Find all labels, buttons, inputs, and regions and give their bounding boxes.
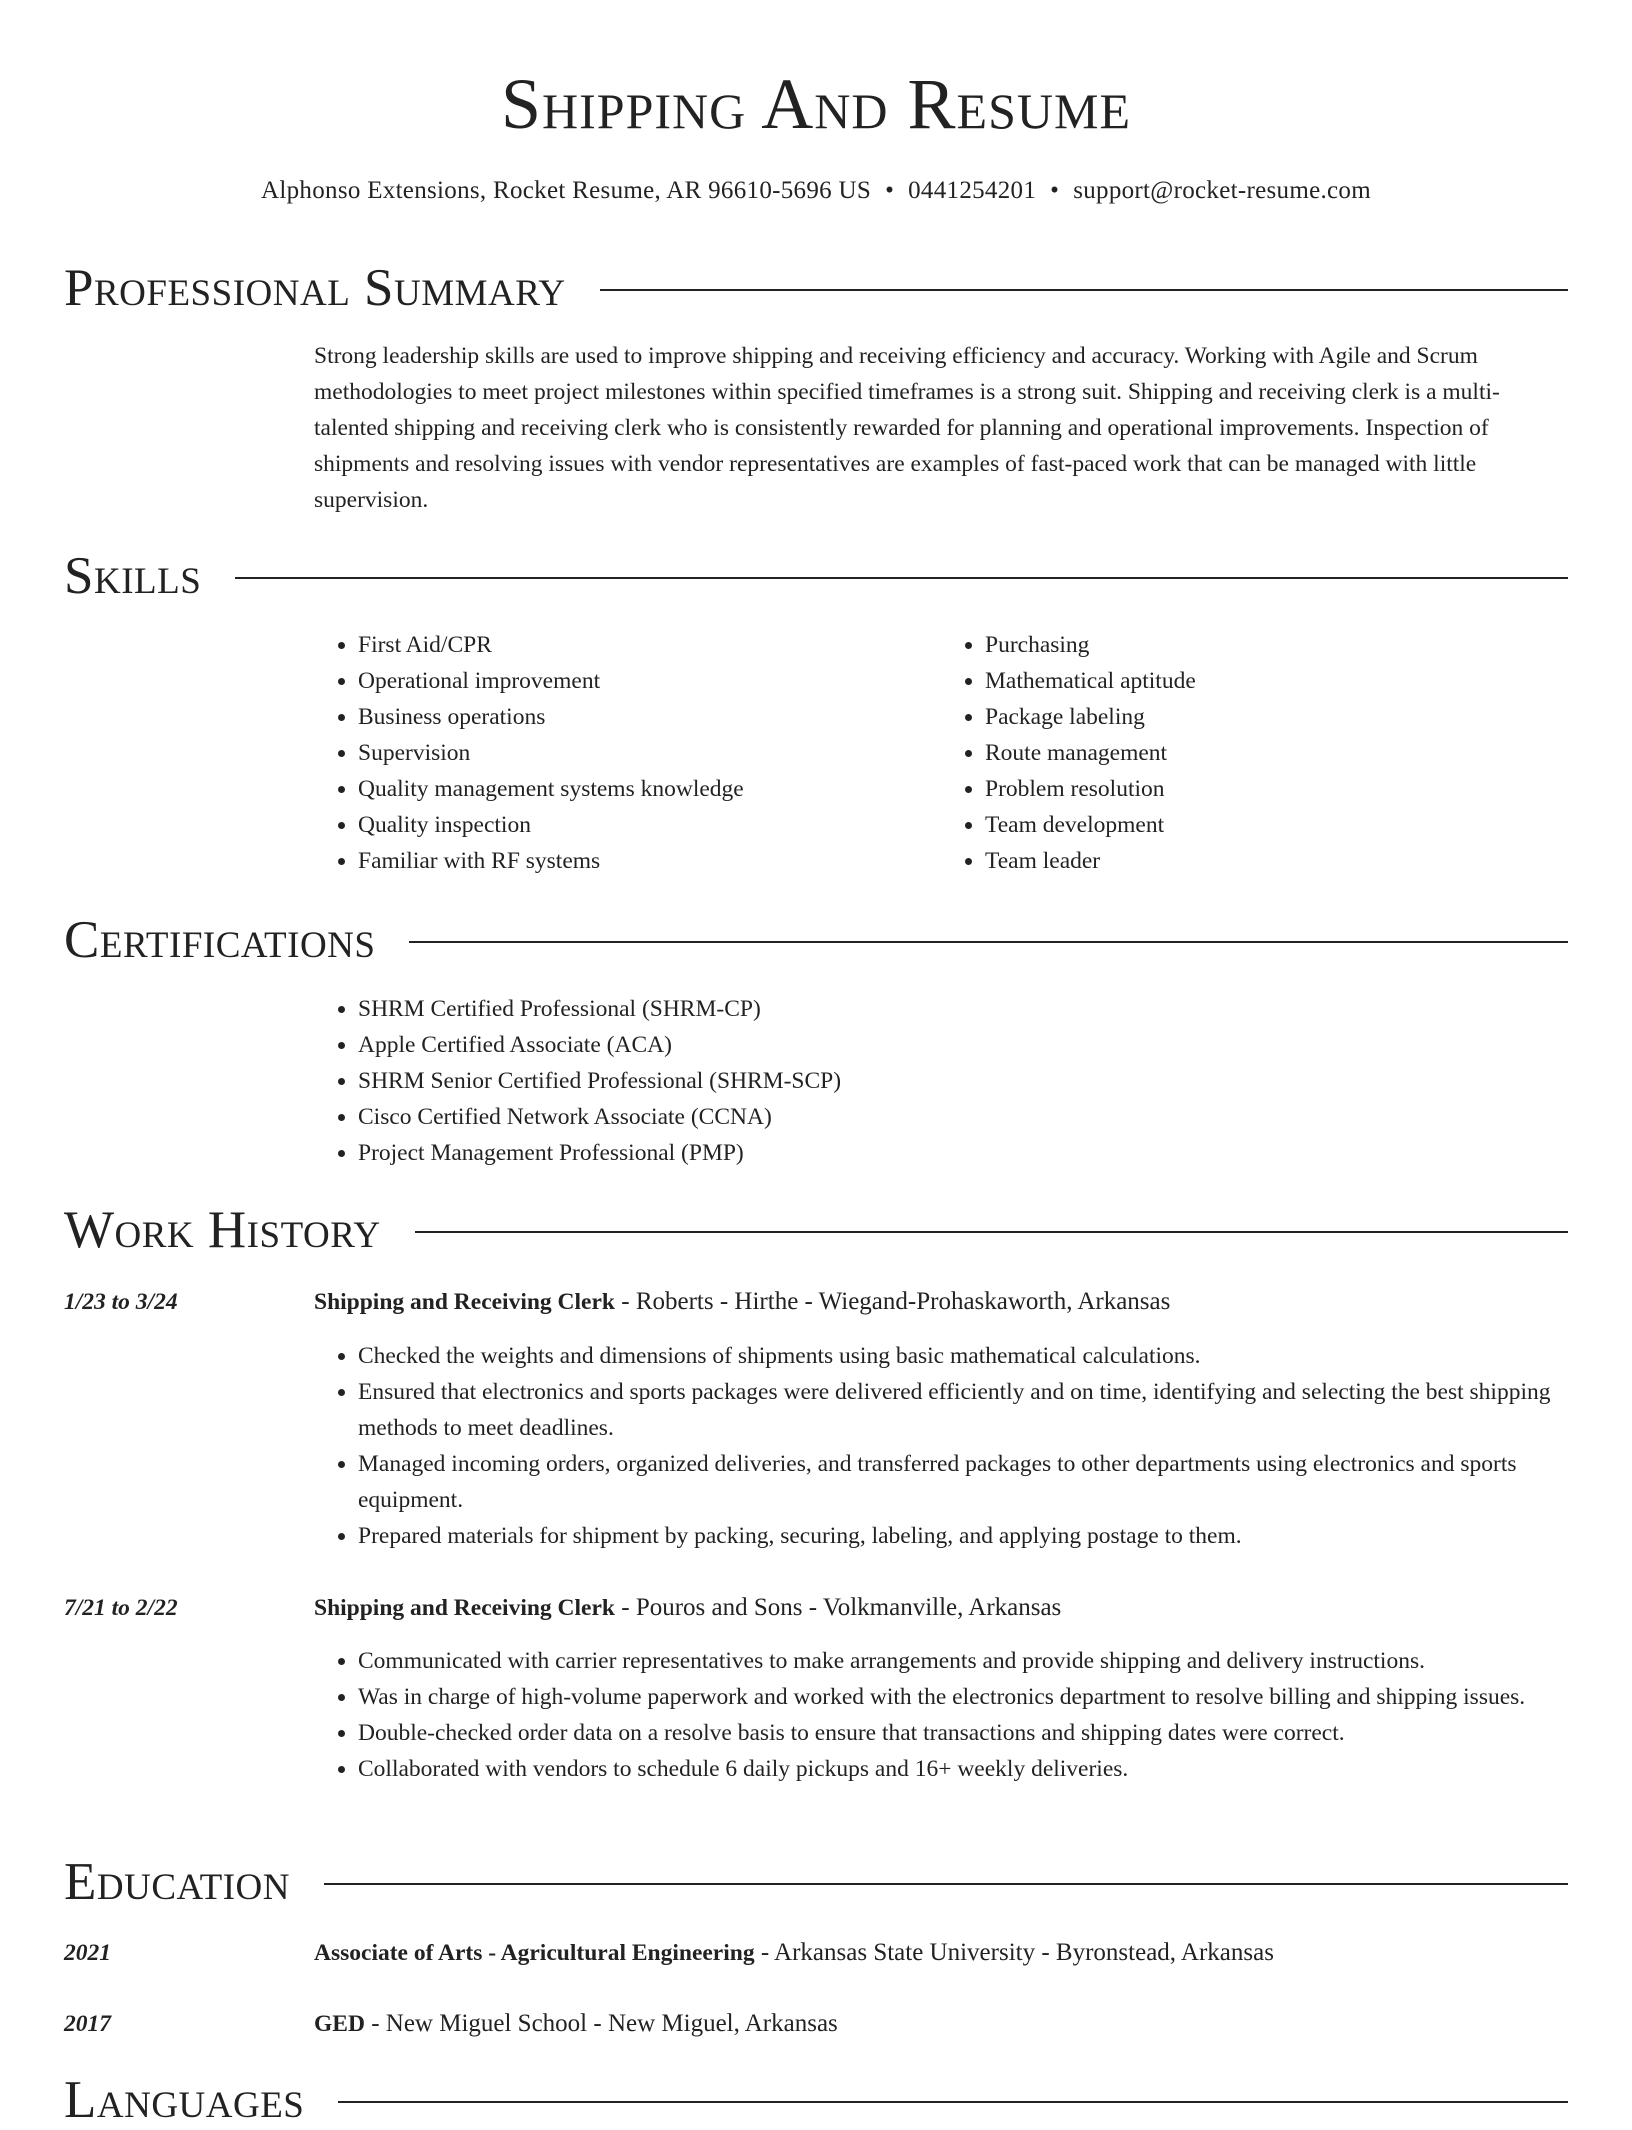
skills-heading <box>64 546 1568 606</box>
job-bullet: • Checked the weights and dimensions of shipments using basic mathematical calculations. <box>358 1338 1568 1374</box>
summary-body <box>314 338 1568 518</box>
job-bullet: • Prepared materials for shipment by packing, securing, labeling, and applying postage to them. <box>358 1518 1568 1554</box>
education-degree: GED <box>314 2011 365 2037</box>
skill-item: • Familiar with RF systems <box>358 843 941 879</box>
skill-item: • Quality inspection <box>358 807 941 843</box>
skill-item: • Purchasing <box>985 627 1568 663</box>
contact-separator: • <box>885 177 895 204</box>
job-bullet: • Double-checked order data on a resolve basis to ensure that transactions and shipping dates were correct. <box>358 1715 1568 1751</box>
education-degree: Associate of Arts - Agricultural Engineering <box>314 1940 755 1966</box>
job-employer: - Pouros and Sons - Volkmanville, Arkansas <box>615 1594 1062 1621</box>
education-year: 2017 <box>64 2011 111 2037</box>
certification-item: • Apple Certified Associate (ACA) <box>358 1027 1568 1063</box>
contact-separator: • <box>1050 177 1060 204</box>
certification-item: • Project Management Professional (PMP) <box>358 1135 1568 1171</box>
contact-phone: 0441254201 <box>908 177 1037 204</box>
skill-item: • First Aid/CPR <box>358 627 941 663</box>
section-divider <box>324 1883 1568 1885</box>
job-dates: 7/21 to 2/22 <box>64 1595 178 1621</box>
job-bullet: • Ensured that electronics and sports packages were delivered efficiently and on time, identifying and selecting the best shipping methods to meet deadlines. <box>358 1374 1568 1446</box>
education-entry <box>314 1935 1568 1971</box>
job-bullets <box>314 1643 1568 1787</box>
section-divider <box>235 577 1568 579</box>
resume-name: Shipping And Resume <box>500 64 1131 144</box>
certification-item: • Cisco Certified Network Associate (CCNA) <box>358 1099 1568 1135</box>
education-school: - New Miguel School - New Miguel, Arkansas <box>364 2010 838 2037</box>
skills-title: Skills <box>64 547 202 605</box>
skills-list <box>314 627 1568 879</box>
section-divider <box>600 289 1568 291</box>
certifications-list <box>314 991 1568 1171</box>
summary-heading <box>64 258 1568 318</box>
education-entry <box>314 2006 1568 2042</box>
section-divider <box>338 2101 1568 2103</box>
skill-item: • Team leader <box>985 843 1568 879</box>
section-divider <box>409 941 1568 943</box>
contact-line <box>0 174 1632 208</box>
skill-item: • Operational improvement <box>358 663 941 699</box>
job-role: Shipping and Receiving Clerk <box>314 1595 615 1621</box>
skill-item: • Package labeling <box>985 699 1568 735</box>
job-title-line <box>314 1284 1568 1320</box>
languages-title: Languages <box>64 2071 305 2129</box>
skill-item: • Quality management systems knowledge <box>358 771 941 807</box>
certifications-heading <box>64 910 1568 970</box>
work-title: Work History <box>64 1201 381 1259</box>
summary-title: Professional Summary <box>64 259 566 317</box>
education-heading <box>64 1852 1568 1912</box>
skill-item: • Supervision <box>358 735 941 771</box>
certification-item: • SHRM Senior Certified Professional (SHRM-SCP) <box>358 1063 1568 1099</box>
summary-text: Strong leadership skills are used to improve shipping and receiving efficiency and accuracy. Working with Agile and Scrum methodologies to meet project milestones within specified timeframes is a strong suit. Shipping and receiving clerk is a multi-talented shipping and receiving clerk who is consistently rewarded for planning and operational improvements. Inspection of shipments and resolving issues with vendor representatives are examples of fast-paced work that can be managed with little supervision. <box>314 343 1500 513</box>
work-heading <box>64 1200 1568 1260</box>
job-employer: - Roberts - Hirthe - Wiegand-Prohaskaworth, Arkansas <box>615 1288 1171 1315</box>
job-dates: 1/23 to 3/24 <box>64 1289 178 1315</box>
job-bullet: • Was in charge of high-volume paperwork and worked with the electronics department to resolve billing and shipping issues. <box>358 1679 1568 1715</box>
job-bullet: • Communicated with carrier representatives to make arrangements and provide shipping and delivery instructions. <box>358 1643 1568 1679</box>
skill-item: • Mathematical aptitude <box>985 663 1568 699</box>
skill-item: • Route management <box>985 735 1568 771</box>
certification-item: • SHRM Certified Professional (SHRM-CP) <box>358 991 1568 1027</box>
education-school: - Arkansas State University - Byronstead, Arkansas <box>754 1939 1274 1966</box>
section-divider <box>415 1231 1568 1233</box>
skills-column-left <box>314 627 941 879</box>
job-bullet: • Collaborated with vendors to schedule 6 daily pickups and 16+ weekly deliveries. <box>358 1751 1568 1787</box>
job-title-line <box>314 1590 1568 1626</box>
languages-heading <box>64 2070 1568 2130</box>
skill-item: • Team development <box>985 807 1568 843</box>
skills-column-right <box>941 627 1568 879</box>
education-title: Education <box>64 1853 290 1911</box>
contact-email: support@rocket-resume.com <box>1073 177 1371 204</box>
contact-address: Alphonso Extensions, Rocket Resume, AR 96610-5696 US <box>261 177 872 204</box>
job-bullets <box>314 1338 1568 1554</box>
job-role: Shipping and Receiving Clerk <box>314 1289 615 1315</box>
skill-item: • Business operations <box>358 699 941 735</box>
certifications-title: Certifications <box>64 911 376 969</box>
skill-item: • Problem resolution <box>985 771 1568 807</box>
job-bullet: • Managed incoming orders, organized deliveries, and transferred packages to other departments using electronics and sports equipment. <box>358 1446 1568 1518</box>
education-year: 2021 <box>64 1940 111 1966</box>
